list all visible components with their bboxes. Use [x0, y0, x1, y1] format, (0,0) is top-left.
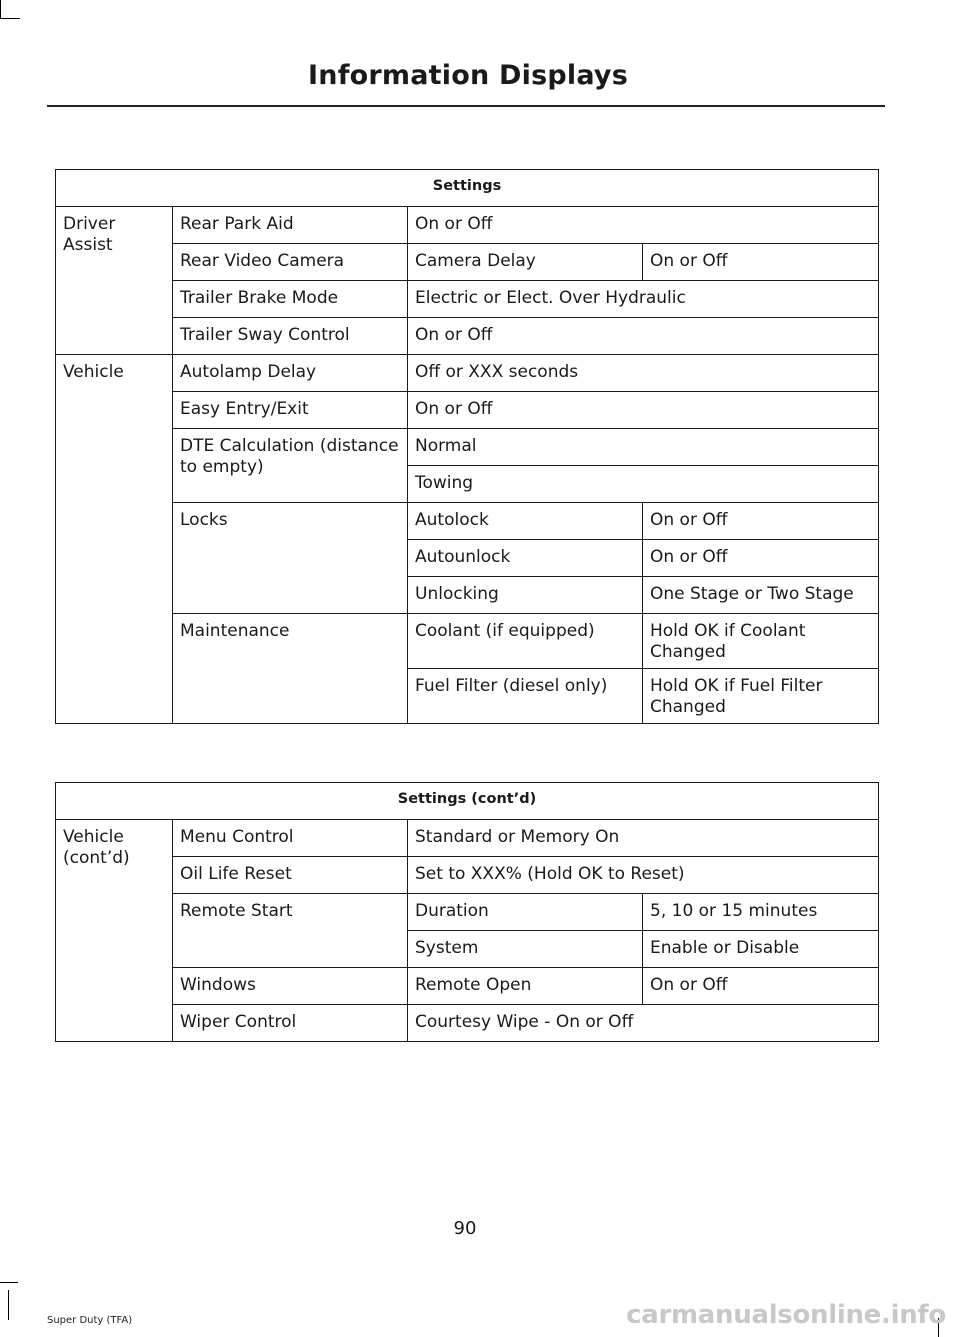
- table-caption: Settings: [56, 170, 879, 207]
- option-cell: Towing: [408, 466, 879, 503]
- option-cell: Autounlock: [408, 540, 643, 577]
- setting-cell: DTE Calculation (distance to empty): [173, 429, 408, 503]
- table-row: [56, 820, 879, 857]
- category-cell: Driver Assist: [56, 207, 173, 355]
- category-cell: Vehicle: [56, 355, 173, 724]
- option-cell: On or Off: [408, 392, 879, 429]
- value-cell: On or Off: [643, 968, 879, 1005]
- setting-cell: Autolamp Delay: [173, 355, 408, 392]
- setting-cell: Menu Control: [173, 820, 408, 857]
- page-title: Information Displays: [308, 60, 628, 91]
- value-cell: Hold OK if Coolant Changed: [643, 614, 879, 669]
- setting-cell: Wiper Control: [173, 1005, 408, 1042]
- page-number: 90: [453, 1218, 477, 1239]
- setting-cell: Locks: [173, 503, 408, 614]
- crop-mark: [0, 0, 1, 18]
- table-caption-row: [56, 783, 879, 820]
- option-cell: On or Off: [408, 207, 879, 244]
- option-cell: Normal: [408, 429, 879, 466]
- value-cell: Enable or Disable: [643, 931, 879, 968]
- value-cell: On or Off: [643, 503, 879, 540]
- option-cell: Courtesy Wipe - On or Off: [408, 1005, 879, 1042]
- option-cell: Coolant (if equipped): [408, 614, 643, 669]
- watermark: carmanualsonline.info: [626, 1300, 946, 1330]
- table-row: [56, 857, 879, 894]
- crop-mark: [0, 1282, 18, 1283]
- option-cell: Fuel Filter (diesel only): [408, 669, 643, 724]
- settings-table: [55, 169, 879, 724]
- setting-cell: Rear Park Aid: [173, 207, 408, 244]
- option-cell: Unlocking: [408, 577, 643, 614]
- table-row: [56, 1005, 879, 1042]
- crop-mark: [8, 1290, 9, 1320]
- table-row: [56, 429, 879, 466]
- footer-model: Super Duty (TFA): [47, 1315, 133, 1326]
- option-cell: Electric or Elect. Over Hydraulic: [408, 281, 879, 318]
- category-cell: Vehicle (cont’d): [56, 820, 173, 1042]
- option-cell: On or Off: [408, 318, 879, 355]
- setting-cell: Rear Video Camera: [173, 244, 408, 281]
- setting-cell: Easy Entry/Exit: [173, 392, 408, 429]
- settings-table-continued: [55, 782, 879, 1042]
- table-row: [56, 318, 879, 355]
- table-row: [56, 244, 879, 281]
- setting-cell: Maintenance: [173, 614, 408, 724]
- table-row: [56, 503, 879, 540]
- option-cell: Duration: [408, 894, 643, 931]
- table-row: [56, 614, 879, 669]
- option-cell: Remote Open: [408, 968, 643, 1005]
- option-cell: Off or XXX seconds: [408, 355, 879, 392]
- value-cell: One Stage or Two Stage: [643, 577, 879, 614]
- table-row: [56, 281, 879, 318]
- value-cell: Hold OK if Fuel Filter Changed: [643, 669, 879, 724]
- setting-cell: Oil Life Reset: [173, 857, 408, 894]
- table-row: [56, 392, 879, 429]
- crop-mark: [0, 18, 20, 19]
- table-row: [56, 968, 879, 1005]
- value-cell: On or Off: [643, 540, 879, 577]
- table-caption-row: [56, 170, 879, 207]
- table-caption: Settings (cont’d): [56, 783, 879, 820]
- setting-cell: Trailer Brake Mode: [173, 281, 408, 318]
- option-cell: Autolock: [408, 503, 643, 540]
- table-row: [56, 894, 879, 931]
- setting-cell: Remote Start: [173, 894, 408, 968]
- option-cell: System: [408, 931, 643, 968]
- value-cell: 5, 10 or 15 minutes: [643, 894, 879, 931]
- setting-cell: Trailer Sway Control: [173, 318, 408, 355]
- option-cell: Set to XXX% (Hold OK to Reset): [408, 857, 879, 894]
- title-divider: [47, 105, 885, 107]
- value-cell: On or Off: [643, 244, 879, 281]
- option-cell: Standard or Memory On: [408, 820, 879, 857]
- table-row: [56, 355, 879, 392]
- option-cell: Camera Delay: [408, 244, 643, 281]
- table-row: [56, 207, 879, 244]
- setting-cell: Windows: [173, 968, 408, 1005]
